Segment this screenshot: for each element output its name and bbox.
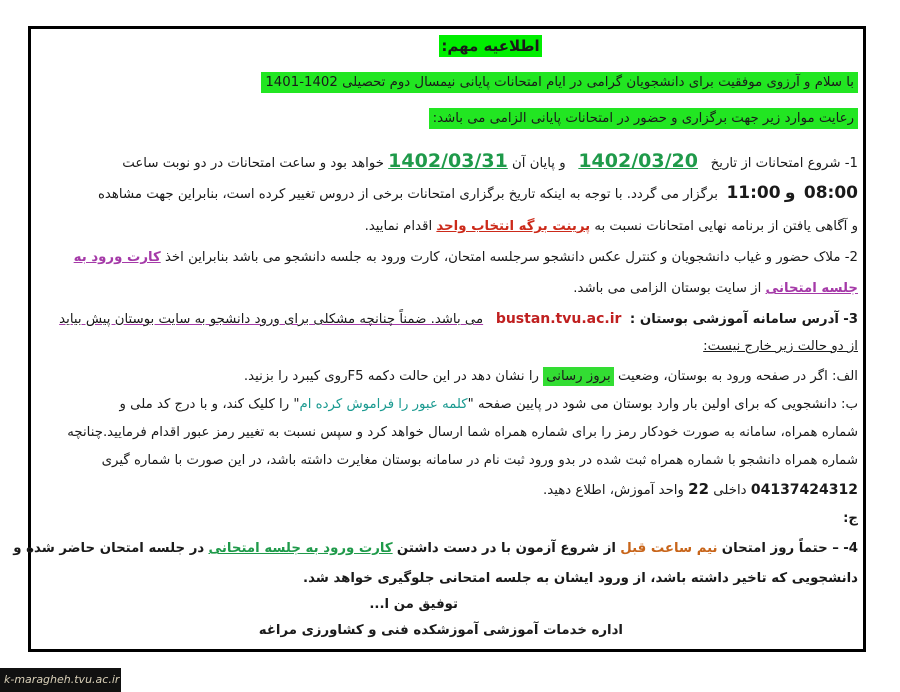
item-2-line-2: جلسه امتحانی از سایت بوستان الزامی می باشد. [573,281,858,296]
item-2-line-1: 2- ملاک حضور و غیاب دانشجویان و کنترل عکس دانشجو سرجلسه امتحان، کارت ورود به جلسه دانشجو می باشد بنابراین اخذ کارت ورود به [73,250,858,265]
item-3-alef: الف: اگر در صفحه ورود به بوستان، وضعیت بروز رسانی را نشان دهد در این حالت دکمه F5روی کیبرد را بزنید. [243,369,858,384]
item-3-line-1: 3- آدرس سامانه آموزشی بوستان : bustan.tvu.ac.ir می باشد. ضمناً چنانچه مشکلی برای ورود دانشجو به سایت بوستان پیش بیاید [59,311,858,327]
notice-title: اطلاعیه مهم: [439,35,542,57]
closing: توفیق من ا... [369,597,458,612]
exam-card-text: کارت ورود به جلسه امتحانی [208,541,393,556]
notice-content [13,29,863,649]
print-form-text: پرینت برگه انتخاب واحد [436,219,591,234]
item-4-line-1: 4- – حتماً روز امتحان نیم ساعت قبل از شروع آزمون با در دست داشتن کارت ورود به جلسه امتحانی در جلسه امتحان حاضر شده و [13,541,858,556]
item-4-line-2: دانشجویی که تاخیر داشته باشد، از ورود ایشان به جلسه امتحانی جلوگیری خواهد شد. [303,571,858,586]
end-date: 1402/03/31 [388,150,508,172]
phone-number: 04137424312 [750,482,858,498]
intro-line-1: با سلام و آرزوی موفقیت برای دانشجویان گرامی در ایام امتحانات پایانی نیمسال دوم تحصیلی 1402-1401 [261,73,858,93]
item-3-jim: ج: [843,511,858,526]
website-badge: k-maragheh.tvu.ac.ir [0,668,121,692]
signature: اداره خدمات آموزشی آموزشکده فنی و کشاورزی مراغه [258,623,623,638]
entry-card-text-2: جلسه امتحانی [765,281,858,296]
notice-frame [13,26,866,652]
item-1-line-3: و آگاهی یافتن از برنامه نهایی امتحانات نسبت به پرینت برگه انتخاب واحد اقدام نمایید. [364,219,858,234]
time-2: 11:00 [726,183,781,203]
item-3-be-line-3: شماره همراه دانشجو با شماره همراه ثبت شده در بدو ورود ثبت نام در سامانه بوستان مغایرت داشته باشد، در این صورت با شماره گیری [101,453,858,468]
forgot-password-text: کلمه عبور را فراموش کرده ام [299,397,468,412]
update-status-text: بروز رسانی [543,367,614,386]
start-date: 1402/03/20 [578,150,698,172]
bustan-link[interactable]: bustan.tvu.ac.ir [495,311,622,327]
item-3-be-line-4: 04137424312 داخلی 22 واحد آموزش، اطلاع دهید. [543,480,858,498]
item-1-line-1: 1- شروع امتحانات از تاریخ 1402/03/20 و پایان آن 1402/03/31 خواهد بود و ساعت امتحانات در دو نوبت ساعت [122,150,858,172]
item-3-be-line-2: شماره همراه، سامانه به صورت خودکار رمز را برای شماره همراه شما ارسال خواهد کرد و سپس نسبت به تغییر رمز عبور اقدام فرمایید.چنانچه [67,425,858,440]
item-1-line-2: 08:00 و 11:00 برگزار می گردد. با توجه به اینکه تاریخ برگزاری امتحانات برخی از دروس تغییر کرده است، بنابراین جهت مشاهده [97,183,858,203]
item-3-be-line-1: ب: دانشجویی که برای اولین بار وارد بوستان می شود در پایین صفحه "کلمه عبور را فراموش کرده ام" را کلیک کند، و با درج کد ملی و [119,397,858,412]
half-hour-text: نیم ساعت قبل [620,541,718,556]
time-1: 08:00 [803,183,858,203]
intro-line-2: رعایت موارد زیر جهت برگزاری و حضور در امتحانات پایانی الزامی می باشد: [429,109,858,129]
item-3-line-2: از دو حالت زیر خارج نیست: [703,339,858,354]
entry-card-text-1: کارت ورود به [73,250,161,265]
